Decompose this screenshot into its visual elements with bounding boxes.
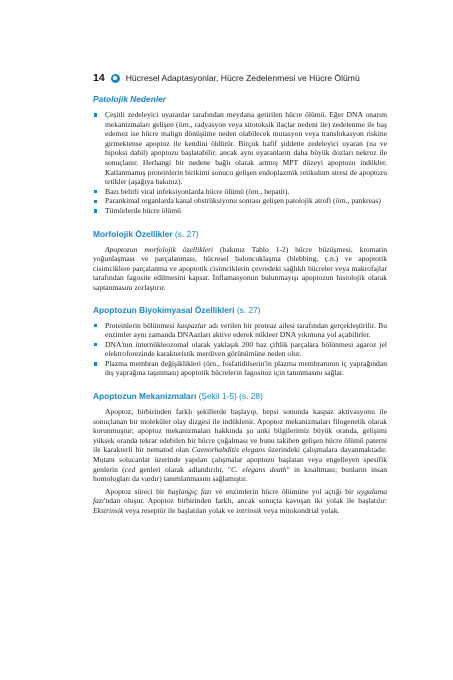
italic-term: intrinsik [236,506,262,515]
chapter-title: Hücresel Adaptasyonlar, Hücre Zedelenmesi ve Hücre Ölümü [125,73,360,83]
paragraph-text: (bakınız Tablo 1-2) hücre büzüşmesi, kromatin yoğunlaşması ve parçalanması, hücresel baloncuklaşma (blebbing, ç.n.) ve apoptotik cisimciklere parçalanma ve apoptotik cisimciklerin çevredeki sağlıklı hücreler veya makrofajlar tarafından fagosite edilmesini kapsar. İnflamasyonun bulunmayışı apoptozun histolojik olarak saptanmasını zorlaştırır. [93,244,387,292]
running-header [93,71,393,85]
list-item: Parankimal organlarda kanal obstrüksiyonu sonrası gelişen patolojik atrofi (örn., pankreas) [93,196,387,206]
page-reference: (s. 27) [174,228,199,239]
mechanism-paragraph-1 [93,407,387,484]
paragraph-text: veya mitokondrial yolak. [261,506,340,515]
italic-term: C. elegans death [230,464,287,474]
heading-text: Apoptozun Biyokimyasal Özellikleri [93,304,235,315]
heading-patolojik-nedenler: Patolojik Nedenler [93,94,167,104]
heading-text: Morfolojik Özellikler [93,228,173,239]
pathologic-causes-list [93,110,387,216]
page-content [93,94,387,516]
item-text: adı verilen bir proteaz ailesi tarafından gerçekleştirilir. Bu enzimler aynı zamanda DNAazları aktive ederek nükleer DNA yıkımına yol açabilirler. [105,320,388,340]
italic-term: Ekstrinsik [93,506,124,515]
list-item: Tümörlerde hücre ölümü [93,206,387,216]
page-number: 14 [93,72,105,84]
list-item [93,321,387,340]
paragraph-text: 'ndan oluşur. Apoptoz birbirinden farklı, ancak sonuçta kavuşan iki yolak ile başlatılır: [103,496,387,506]
paragraph-text: veya reseptör ile başlatılan yolak ve [123,506,237,515]
italic-term: kaspazlar [176,320,207,330]
item-text: Proteinlerin bölünmesi [105,320,177,330]
heading-biyokimyasal-ozellikler [93,305,387,316]
italic-term: ced [124,464,136,474]
paragraph-text: " in kısaltması; bunların insan homologları da vardır) tanımlanmasını sağlamıştır. [93,464,388,484]
list-item: Çeşitli zedeleyici uyaranlar tarafından meydana getirilen hücre ölümü. Eğer DNA onarım mekanizmaları gelişen (örn., radyasyon veya sitotoksik ilaçlar nedeni ile) zedelenme ile baş edemez ise hücre malign dönüşüme neden olabilecek mutasyon veya translokasyon riskine girmektense apoptoz ile kendini öldürür. Birçok hafif şiddette zedeleyici uyaran (ısı ve hipoksi dahil) apoptozu başlatabilir; ancak aynı uyaranların daha büyük dozları nekroz ile sonuçlanır. Herhangi bir nedene bağlı olarak artmış MPT düzeyi apoptozu indükler. Katlanmamış proteinlerin birikimi sonucu gelişen endoplazmik retikulum stresi de apoptozu tetikler (aşağıya bakınız). [93,110,387,187]
italic-term: Caenorhabditis elegans [191,445,266,455]
biochemical-features-list [93,321,387,379]
paragraph-text: ve enzimlerin hücre ölümüne yol açtığı bir [211,486,358,496]
mechanism-paragraph-2 [93,487,387,516]
list-item: Bazı belirli viral infeksiyonlarda hücre ölümü (örn., hepatit). [93,187,387,197]
figure-page-reference: (Şekil 1-5) (s. 28) [198,391,263,402]
italic-term: başlangıç fazı [167,486,212,496]
paragraph-text: Apoptoz, birbirinden farklı şekillerde başlayıp, hepsi sonunda kaspaz aktivasyonu ile sonuçlanan bir moleküler olay dizgesi ile indüklenir. Apoptoz mekanizmaları filogenetik olarak korunmuştur; apoptoz mekanizmaları hakkında şu anki bilgilerimiz büyük oranda, gelişimi yüksek oranda tekrar edebilen bir hücre çoğalması ve bunu takiben gelişen hücre ölümü paterni ile karakterli bir nematod olan [93,407,387,455]
paragraph-text: Apoptoz süreci bir [105,486,168,496]
chapter-circle-icon [111,74,120,83]
paragraph-text: üzerindeki çalışmalara dayanmaktadır. Mutant solucanlar üzerinde yapılan çalışmalar apoptozu başlatan veya engelleyen spesifik genlerin ( [93,445,387,474]
list-item: DNA'nın internükleozomal olarak yaklaşık 200 baz çiftlik parçalara bölünmesi agaroz jel elektroforezinde karakteristik merdiven görünümüne neden olur. [93,340,387,359]
heading-morfolojik-ozellikler [93,229,387,240]
heading-apoptoz-mekanizmalari [93,391,387,402]
page-reference: (s. 27) [236,304,261,315]
paragraph-text: genleri olarak adlandırılır, " [135,464,231,474]
italic-term: uygulama fazı [93,486,387,506]
italic-term: Apoptozun morfolojik özellikleri [105,244,214,254]
heading-text: Apoptozun Mekanizmaları [93,391,197,402]
morphology-paragraph [93,245,387,293]
list-item: Plazma membran değişiklikleri (örn., fosfatidilserin'in plazma membranının iç yaprağından dış yaprağına taşınması) apoptotik hücrelerin fagositoz için tanınmasını sağlar. [93,359,387,378]
